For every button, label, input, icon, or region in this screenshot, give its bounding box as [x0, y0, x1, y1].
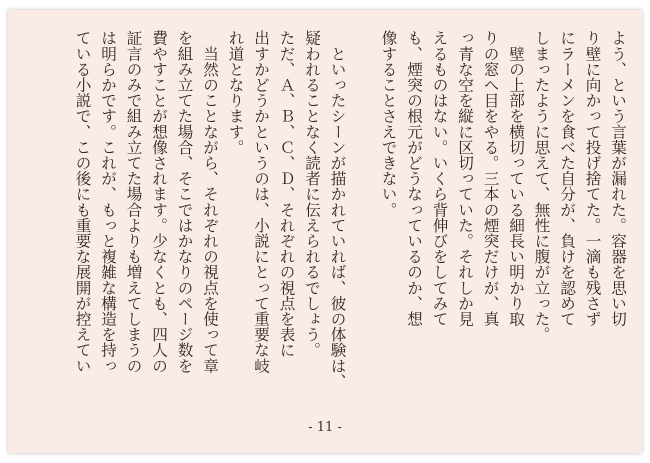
text-line: にラーメンを食べた自分が、負けを認めて	[558, 30, 576, 327]
text-line: 疑われることなく読者に伝えられるでしょう。	[303, 30, 321, 358]
text-line: ている小説で、この後にも重要な展開が控えてい	[73, 30, 92, 374]
text-line: 壁の上部を横切っている細長い明かり取	[507, 30, 525, 327]
book-page	[8, 10, 642, 453]
text-line: を組み立てた場合、そこではかなりのページ数を	[175, 30, 194, 374]
blank-line	[350, 30, 376, 418]
text-line: れ道となります。	[226, 30, 245, 155]
text-line: えるものはない。いくら背伸びをしてみて	[430, 30, 449, 327]
text-line: りの窓へ目をやる。三本の煙突だけが、真	[481, 30, 500, 327]
text-line: っ青な空を縦に区切っていた。それしか見	[456, 30, 474, 327]
text-line: といったシーンが描かれていれば、彼の体験は、	[328, 30, 347, 389]
text-line: は明らかです。これが、もっと複雑な構造を持っ	[99, 30, 117, 374]
text-line: よう、という言葉が漏れた。容器を思い切	[609, 30, 627, 327]
text-line: しまったように思えて、無性に腹が立った。	[532, 30, 551, 342]
page-number: - 11 -	[308, 420, 342, 435]
vertical-text-body	[69, 30, 630, 418]
text-line: ただ、Ａ、Ｂ、Ｃ、Ｄ、それぞれの視点を表に	[277, 30, 296, 358]
text-line: 当然のことながら、それぞれの視点を使って章	[201, 30, 219, 374]
text-line: 費やすことが想像されます。少なくとも、四人の	[150, 30, 168, 374]
text-line: 出すかどうかというのは、小説にとって重要な岐	[252, 30, 270, 374]
text-line: 像することさえできない。	[379, 30, 398, 218]
text-line: 証言のみで組み立てた場合よりも増えてしまうの	[124, 30, 143, 374]
text-line: り壁に向かって投げ捨てた。一滴も残さず	[583, 30, 602, 327]
text-line: も、煙突の根元がどうなっているのか、想	[405, 30, 423, 327]
